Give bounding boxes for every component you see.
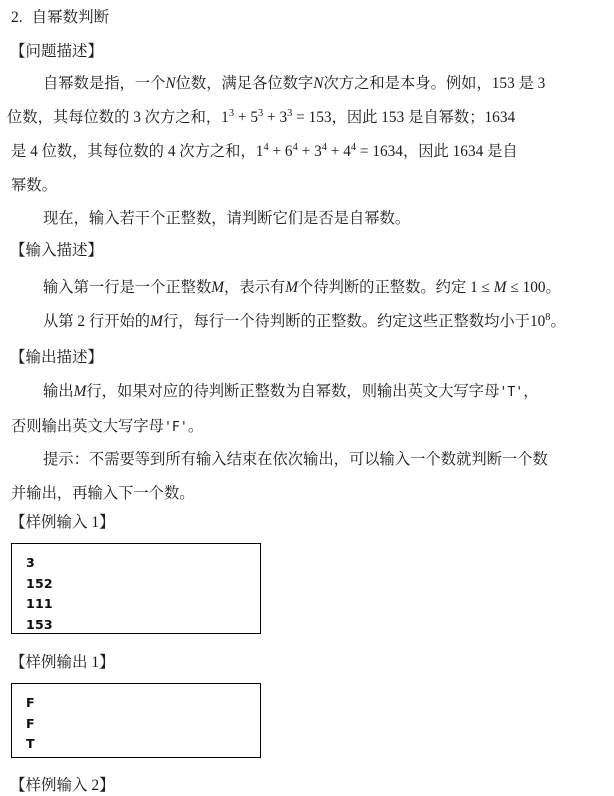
heading-input-description: 【输入描述】: [10, 242, 104, 259]
hint-paragraph: [11, 443, 603, 511]
sample-line: T: [26, 736, 35, 751]
paragraph-line: 否则输出英文大写字母'F'。: [11, 418, 204, 435]
power-ten-eight: $10^8$: [529, 311, 551, 330]
problem-description-paragraph-2: 现在，输入若干个正整数，请判断它们是否是自幂数。: [43, 210, 411, 227]
heading-sample-input-2: 【样例输入 2】: [10, 777, 115, 794]
paragraph-line: 提示：不需要等到所有输入结束在依次输出，可以输入一个数就判断一个数: [43, 451, 548, 468]
heading-sample-output-1: 【样例输出 1】: [10, 654, 115, 671]
sample-line: F: [26, 695, 35, 710]
var-M: M: [493, 279, 507, 296]
var-M: M: [73, 383, 87, 400]
var-N: N: [313, 75, 324, 92]
var-M: M: [211, 279, 225, 296]
section-title-text: 自幂数判断: [31, 9, 110, 26]
sample-output-1-box: [11, 683, 261, 758]
problem-description-paragraph-1: [7, 67, 603, 203]
var-M: M: [150, 313, 163, 330]
sample-line: F: [26, 715, 35, 731]
paragraph-line: 自幂数是指，一个N位数，满足各位数字N次方之和是本身。例如，153 是 3: [43, 75, 546, 92]
page-title: [11, 10, 109, 26]
heading-problem-description: 【问题描述】: [10, 43, 104, 60]
var-M: M: [285, 279, 298, 296]
input-description-line-1: 输入第一行是一个正整数M，表示有M个待判断的正整数。约定 1 ≤ M ≤ 100。: [43, 279, 561, 296]
equation-153: $1^3 + 5^3 + 3^3 = 153$: [221, 107, 332, 126]
paragraph-line: 是 4 位数，其每位数的 4 次方之和，$1^4 + 6^4 + 3^4 + 4^4 = 1634$，因此 1634 是自: [11, 141, 518, 160]
sample-line: 152: [26, 575, 53, 591]
sample-line: 3: [26, 555, 35, 570]
input-description-line-2: 从第 2 行开始的M行，每行一个待判断的正整数。约定这些正整数均小于$10^8$。: [43, 311, 566, 330]
sample-line: 153: [26, 616, 53, 632]
output-description-paragraph: [11, 375, 603, 445]
paragraph-line: 位数，其每位数的 3 次方之和，$1^3 + 5^3 + 3^3 = 153$，因此 153 是自幂数；1634: [7, 107, 516, 126]
paragraph-line: 并输出，再输入下一个数。: [11, 485, 195, 502]
var-N: N: [165, 75, 176, 92]
paragraph-line: 输出M行，如果对应的待判断正整数为自幂数，则输出英文大写字母'T'，: [43, 383, 539, 400]
literal-T: 'T': [499, 385, 524, 400]
heading-sample-input-1: 【样例输入 1】: [10, 514, 115, 531]
literal-F: 'F': [163, 420, 188, 435]
section-number: 2.: [11, 9, 23, 26]
heading-output-description: 【输出描述】: [10, 349, 104, 366]
equation-1634: $1^4 + 6^4 + 3^4 + 4^4 = 1634$: [255, 141, 403, 160]
sample-line: 111: [26, 596, 53, 611]
paragraph-line: 幂数。: [11, 177, 57, 194]
sample-input-1-box: [11, 543, 261, 634]
